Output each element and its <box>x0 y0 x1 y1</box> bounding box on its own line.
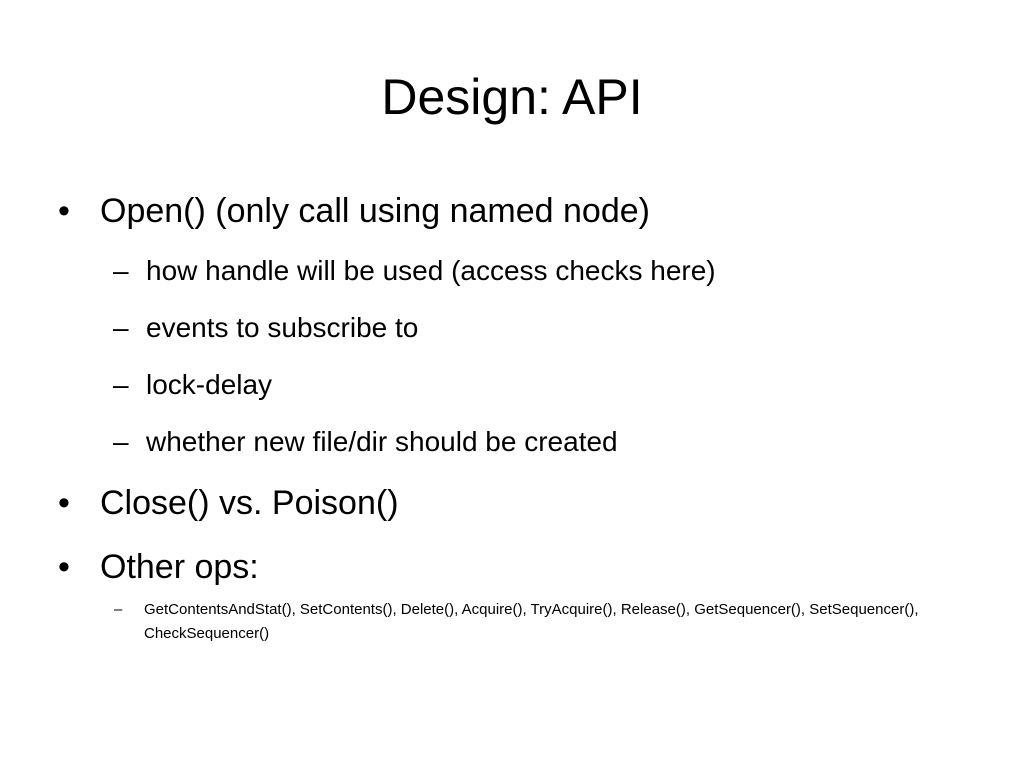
subitem-text: events to subscribe to <box>146 312 419 343</box>
dash-marker: – <box>113 369 129 400</box>
dash-marker: – <box>113 255 129 286</box>
subitem-text: whether new file/dir should be created <box>146 426 618 457</box>
bullet-text: Close() vs. Poison() <box>100 484 399 522</box>
subitem-lock-delay <box>58 366 978 404</box>
bullet-marker: • <box>58 548 70 586</box>
subitem-text: how handle will be used (access checks here) <box>146 255 716 286</box>
subitem-text: GetContentsAndStat(), SetContents(), Delete(), Acquire(), TryAcquire(), Release(), GetSequencer(), SetSequencer(), CheckSequencer() <box>144 601 919 642</box>
subitem-ops-list <box>58 598 954 646</box>
bullet-marker: • <box>58 192 70 230</box>
subitem-events <box>58 309 978 347</box>
bullet-other-ops <box>58 544 978 590</box>
dash-marker: – <box>114 601 123 618</box>
slide-title: Design: API <box>381 69 643 125</box>
bullet-text: Open() (only call using named node) <box>100 192 650 230</box>
subitem-create-file <box>58 423 978 461</box>
bullet-close-poison <box>58 480 978 526</box>
bullet-open <box>58 188 978 234</box>
subitem-handle-usage <box>58 252 978 290</box>
bullet-marker: • <box>58 484 70 522</box>
slide-body <box>58 188 978 646</box>
dash-marker: – <box>113 312 129 343</box>
bullet-text: Other ops: <box>100 548 259 586</box>
dash-marker: – <box>113 426 129 457</box>
subitem-text: lock-delay <box>146 369 273 400</box>
